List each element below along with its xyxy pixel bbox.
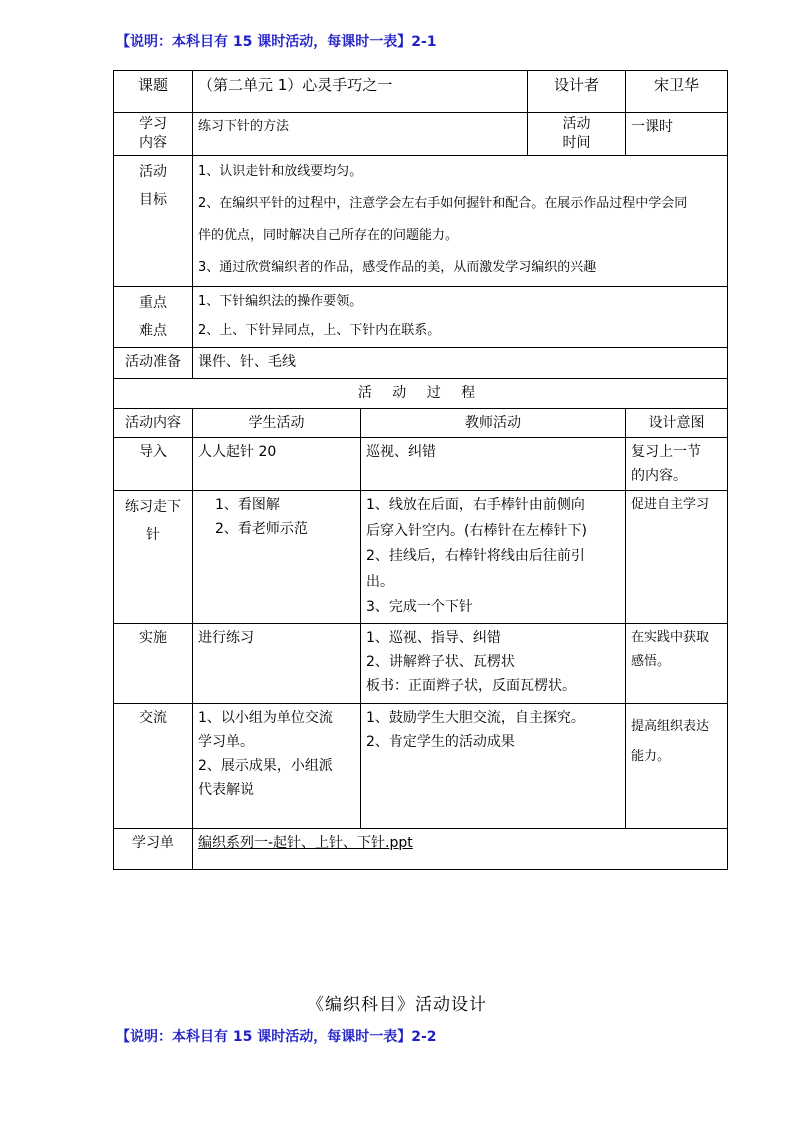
key-point-item: 1、下针编织法的操作要领。: [198, 294, 363, 309]
goal-item: 1、认识走针和放线要均匀。: [198, 164, 363, 179]
content-value: 练习下针的方法: [193, 113, 528, 156]
design-intent: 在实践中获取 感悟。: [626, 623, 728, 703]
prep-value: 课件、针、毛线: [193, 348, 728, 379]
worksheet-label: 学习单: [114, 828, 193, 869]
time-label: 活动 时间: [528, 113, 626, 156]
process-row-implement: [114, 623, 728, 703]
header-note: 【说明：本科目有 15 课时活动，每课时一表】2-1: [116, 34, 437, 50]
process-step-name: 练习走下 针: [114, 491, 193, 624]
designer-label: 设计者: [528, 71, 626, 113]
process-title-row: [114, 379, 728, 409]
key-points-row: [114, 287, 728, 348]
goals-list: [193, 156, 728, 287]
process-title: 活 动 过 程: [114, 379, 728, 409]
col-header-content: 活动内容: [114, 409, 193, 438]
process-row-practice: [114, 491, 728, 624]
content-row: [114, 113, 728, 156]
worksheet-row: [114, 828, 728, 869]
process-step-name: 交流: [114, 703, 193, 828]
goal-item: 伴的优点，同时解决自己所存在的问题能力。: [198, 228, 459, 243]
process-header-row: [114, 409, 728, 438]
design-intent: 提高组织表达 能力。: [626, 703, 728, 828]
worksheet-cell: [193, 828, 728, 869]
key-point-item: 2、上、下针异同点，上、下针内在联系。: [198, 323, 441, 338]
prep-label: 活动准备: [114, 348, 193, 379]
process-step-name: 实施: [114, 623, 193, 703]
key-points-list: [193, 287, 728, 348]
teacher-activity: 巡视、纠错: [361, 438, 626, 491]
col-header-student: 学生活动: [193, 409, 361, 438]
design-intent: 复习上一节 的内容。: [626, 438, 728, 491]
designer-value: 宋卫华: [626, 71, 728, 113]
header-note: 【说明：本科目有 15 课时活动，每课时一表】2-2: [116, 1029, 437, 1045]
student-activity: 人人起针 20: [193, 438, 361, 491]
design-intent: 促进自主学习: [626, 491, 728, 624]
worksheet-link[interactable]: 编织系列一-起针、上针、下针.ppt: [198, 834, 413, 851]
content-label: 学习 内容: [114, 113, 193, 156]
prep-row: [114, 348, 728, 379]
goal-item: 3、通过欣赏编织者的作品，感受作品的美，从而激发学习编织的兴趣: [198, 260, 597, 275]
col-header-teacher: 教师活动: [361, 409, 626, 438]
topic-label: 课题: [114, 71, 193, 113]
key-points-label: 重点 难点: [114, 287, 193, 348]
goal-item: 2、在编织平针的过程中，注意学会左右手如何握针和配合。在展示作品过程中学会同: [198, 196, 688, 211]
process-row-intro: [114, 438, 728, 491]
col-header-intent: 设计意图: [626, 409, 728, 438]
goals-label: 活动 目标: [114, 156, 193, 287]
teacher-activity: 1、线放在后面，右手棒针由前侧向 后穿入针空内。(右棒针在左棒针下) 2、挂线后，右棒针将线由后往前引 出。 3、完成一个下针: [361, 491, 626, 624]
topic-value: （第二单元 1）心灵手巧之一: [193, 71, 528, 113]
teacher-activity: 1、鼓励学生大胆交流，自主探究。 2、肯定学生的活动成果: [361, 703, 626, 828]
process-step-name: 导入: [114, 438, 193, 491]
time-value: 一课时: [626, 113, 728, 156]
topic-row: [114, 71, 728, 113]
document-title: 《编织科目》活动设计: [307, 995, 487, 1015]
student-activity: 进行练习: [193, 623, 361, 703]
goals-row: [114, 156, 728, 287]
process-row-exchange: [114, 703, 728, 828]
student-activity: 1、以小组为单位交流 学习单。 2、展示成果，小组派 代表解说: [193, 703, 361, 828]
lesson-plan-table: [113, 70, 728, 870]
teacher-activity: 1、巡视、指导、纠错 2、讲解辫子状、瓦楞状 板书：正面辫子状，反面瓦楞状。: [361, 623, 626, 703]
student-activity: 1、看图解 2、看老师示范: [193, 491, 361, 624]
